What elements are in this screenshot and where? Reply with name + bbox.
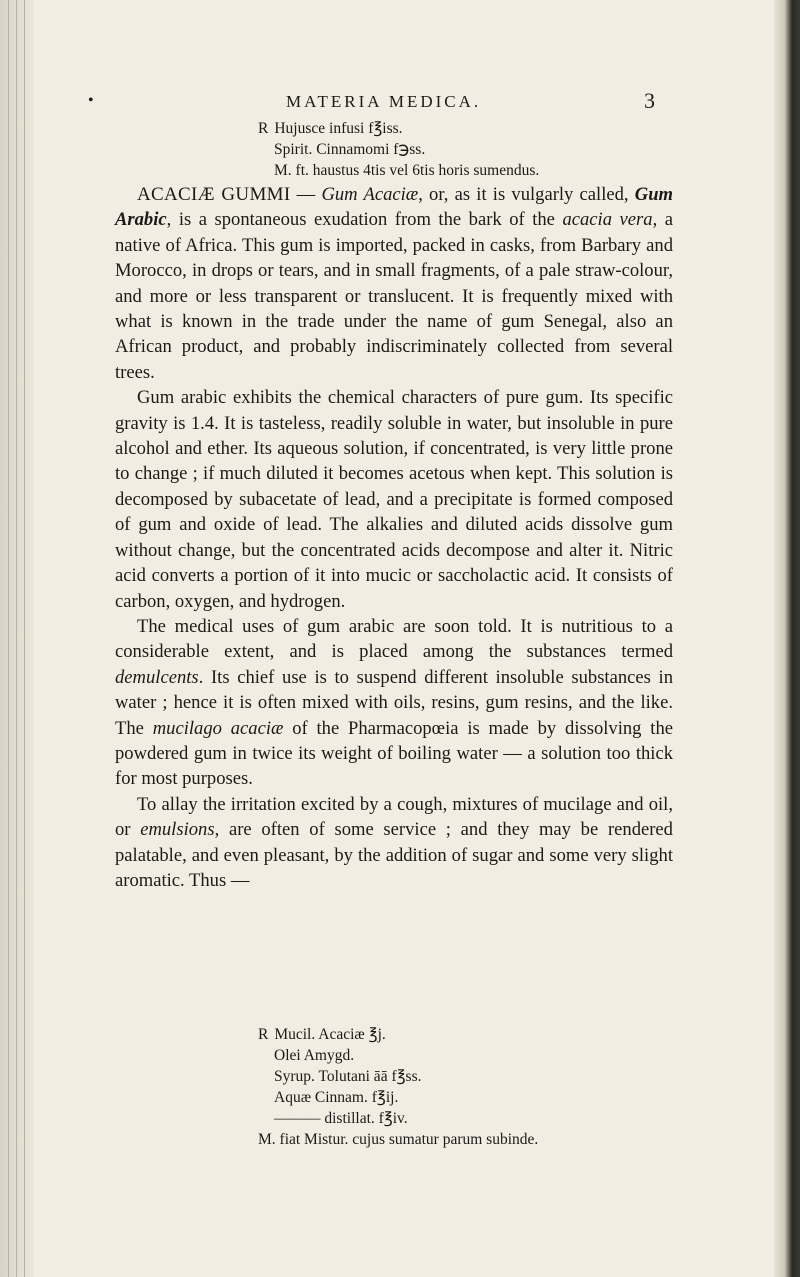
common-name: Gum Arabic (115, 184, 674, 231)
prescription-line: Spirit. Cinnamomi f℈ss. (274, 141, 426, 158)
species-name: acacia vera (562, 209, 653, 231)
running-title: MATERIA MEDICA. (286, 92, 482, 111)
prescription-2 (258, 1024, 538, 1150)
paragraph-3: The medical uses of gum arabic are soon told. It is nutritious to a considerable extent, and is placed among the substances termed demulcents. Its chief use is to suspend different insoluble substances in water ; hence it is often mixed with oils, resins, gum resins, and the like. The mucilago acaciæ of the Pharmacopœia is made by dissolving the powdered gum in twice its weight of boiling water — a solution too thick for most purposes. (115, 615, 673, 790)
page-number: 3 (644, 88, 655, 113)
latin-name: Gum Acaciæ (321, 184, 419, 205)
paragraph-2: Gum arabic exhibits the chemical characters of pure gum. Its specific gravity is 1.4. It is tasteless, readily soluble in water, but insoluble in pure alcohol and ether. Its aqueous solution, if concentrated, is very little prone to change ; if much diluted it becomes acetous when kept. This solution is decomposed by subacetate of lead, and a precipitate is formed composed of gum and oxide of lead. The alkalies and diluted acids dissolve gum without change, but the concentrated acids decompose and alter it. Nitric acid converts a portion of it into mucic or saccholactic acid. It consists of carbon, oxygen, and hydrogen. (115, 387, 673, 612)
recipe-symbol: R (258, 120, 269, 137)
prescription-line: Syrup. Tolutani āā f℥ss. (274, 1068, 422, 1085)
recipe-symbol: R (258, 1026, 269, 1043)
page-gutter (0, 0, 35, 1277)
term-mucilago: mucilago acaciæ (152, 717, 284, 739)
prescription-line: ——— distillat. f℥iv. (274, 1110, 408, 1127)
paragraph-4: To allay the irritation excited by a cough, mixtures of mucilage and oil, or emulsions, are often of some service ; and they may be rendered palatable, and even pleasant, by the addition of sugar and some very slight aromatic. Thus — (115, 793, 673, 891)
article-body (115, 182, 673, 893)
term-emulsions: emulsions (140, 819, 215, 841)
prescription-line: Olei Amygd. (274, 1047, 355, 1064)
article-heading: ACACIÆ GUMMI (137, 184, 291, 205)
prescription-line: Aquæ Cinnam. f℥ij. (274, 1089, 399, 1106)
page-edge-right (774, 0, 800, 1277)
prescription-line: M. fiat Mistur. cujus sumatur parum subinde. (258, 1131, 539, 1148)
prescription-1 (258, 118, 539, 181)
header-ornament: • (88, 92, 94, 109)
prescription-line: R Hujusce infusi f℥iss. (258, 120, 403, 137)
term-demulcents: demulcents (115, 666, 199, 688)
prescription-line: R Mucil. Acaciæ ℥j. (258, 1026, 386, 1043)
paragraph-1: ACACIÆ GUMMI — Gum Acaciæ, or, as it is vulgarly called, Gum Arabic, is a spontaneous exudation from the bark of the acacia vera, a native of Africa. This gum is imported, packed in casks, from Barbary and Morocco, in drops or tears, and in small fragments, of a pale straw-colour, and more or less transparent or translucent. It is frequently mixed with what is known in the trade under the name of gum Senegal, also an African product, and probably indiscriminately collected from several trees. (115, 184, 674, 383)
prescription-line: M. ft. haustus 4tis vel 6tis horis sumendus. (274, 162, 540, 179)
